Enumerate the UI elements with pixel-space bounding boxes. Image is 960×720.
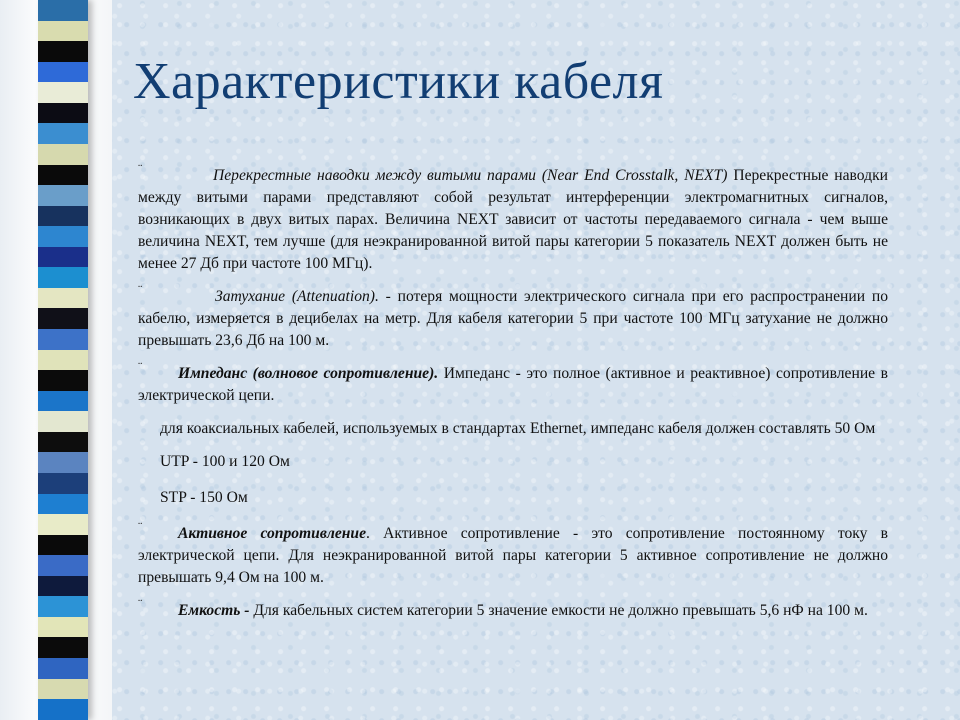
stripe-segment [38, 658, 88, 679]
term-attenuation: Затухание (Attenuation). - [215, 288, 398, 305]
paragraph-next [138, 161, 888, 275]
stripe-segment [38, 288, 88, 309]
paragraph-impedance [138, 359, 889, 407]
stripe-segment [38, 350, 88, 371]
stripe-segment [38, 329, 88, 350]
stripe-segment [38, 473, 88, 494]
stripe-bar [38, 0, 88, 720]
paragraph-capacity [138, 596, 888, 622]
text-impedance: Импеданс - это полное (активное и реактивное) сопротивление в электрической цепи. [138, 365, 889, 404]
term-resistance: Активное сопротивление [178, 525, 366, 542]
stripe-segment [38, 370, 88, 391]
stripe-segment [38, 514, 88, 535]
slide-body [138, 161, 889, 633]
stripe-segment [38, 535, 88, 556]
text-attenuation: потеря мощности электрического сигнала при его распространении по кабелю, измеряется в децибелах на метр. Для кабеля категории 5 при частоте 100 МГц затухание не должно превышать 23,6 Дб на 100 м. [138, 288, 888, 349]
stripe-segment [38, 0, 88, 21]
stripe-segment [38, 391, 88, 412]
stripe-segment [38, 576, 88, 597]
stripe-segment [38, 432, 88, 453]
stripe-segment [38, 103, 88, 124]
paragraph-utp: UTP - 100 и 120 Ом [160, 453, 290, 470]
stripe-segment [38, 185, 88, 206]
text-capacity: Для кабельных систем категории 5 значение емкости не должно превышать 5,6 нФ на 100 м. [253, 602, 868, 619]
stripe-segment [38, 308, 88, 329]
stripe-segment [38, 41, 88, 62]
stripe-segment [38, 144, 88, 165]
stripe-segment [38, 62, 88, 83]
slide-title: Характеристики кабеля [133, 53, 664, 110]
paragraph-resistance [138, 519, 888, 589]
bullet-icon: ¨ [138, 596, 143, 611]
text-next: Перекрестные наводки между витыми парами представляют собой результат интерференции электромагнитных сигналов, возникающих в двух витых парах. Величина NEXT зависит от частоты передаваемого сигнала - чем выше величина NEXT, тем лучше (для неэкранированной витой пары категории 5 показатель NEXT должен быть не менее 27 Дб при частоте 100 МГц). [138, 167, 888, 272]
stripe-segment [38, 617, 88, 638]
stripe-segment [38, 267, 88, 288]
term-impedance: Импеданс (волновое сопротивление). [178, 365, 439, 382]
stripe-segment [38, 165, 88, 186]
stripe-segment [38, 699, 88, 720]
stripe-segment [38, 21, 88, 42]
stripe-segment [38, 596, 88, 617]
bullet-icon: ¨ [138, 359, 143, 374]
paragraph-stp: STP - 150 Ом [160, 489, 248, 506]
stripe-segment [38, 247, 88, 268]
stripe-segment [38, 226, 88, 247]
text-resistance: . Активное сопротивление - это сопротивление постоянному току в электрической цепи. Для неэкранированной витой пары категории 5 активное сопротивление не должно превышать 9,4 Ом на 100 м. [138, 525, 888, 586]
stripe-segment [38, 637, 88, 658]
stripe-segment [38, 206, 88, 227]
stripe-segment [38, 494, 88, 515]
bullet-icon: ¨ [138, 519, 143, 534]
text-coax: для коаксиальных кабелей, используемых в стандартах Ethernet, импеданс кабеля должен составлять 50 Ом [160, 420, 876, 437]
term-next: Перекрестные наводки между витыми парами (Near End Crosstalk, NEXT) [213, 167, 728, 184]
stripe-segment [38, 452, 88, 473]
term-capacity: Емкость - [178, 602, 254, 619]
bullet-icon: ¨ [138, 161, 143, 176]
stripe-segment [38, 82, 88, 103]
stripe-segment [38, 411, 88, 432]
stripe-segment [38, 123, 88, 144]
paragraph-attenuation [138, 282, 888, 352]
bullet-icon: ¨ [138, 282, 143, 297]
paragraph-coax [138, 418, 888, 440]
stripe-segment [38, 555, 88, 576]
stripe-segment [38, 679, 88, 700]
